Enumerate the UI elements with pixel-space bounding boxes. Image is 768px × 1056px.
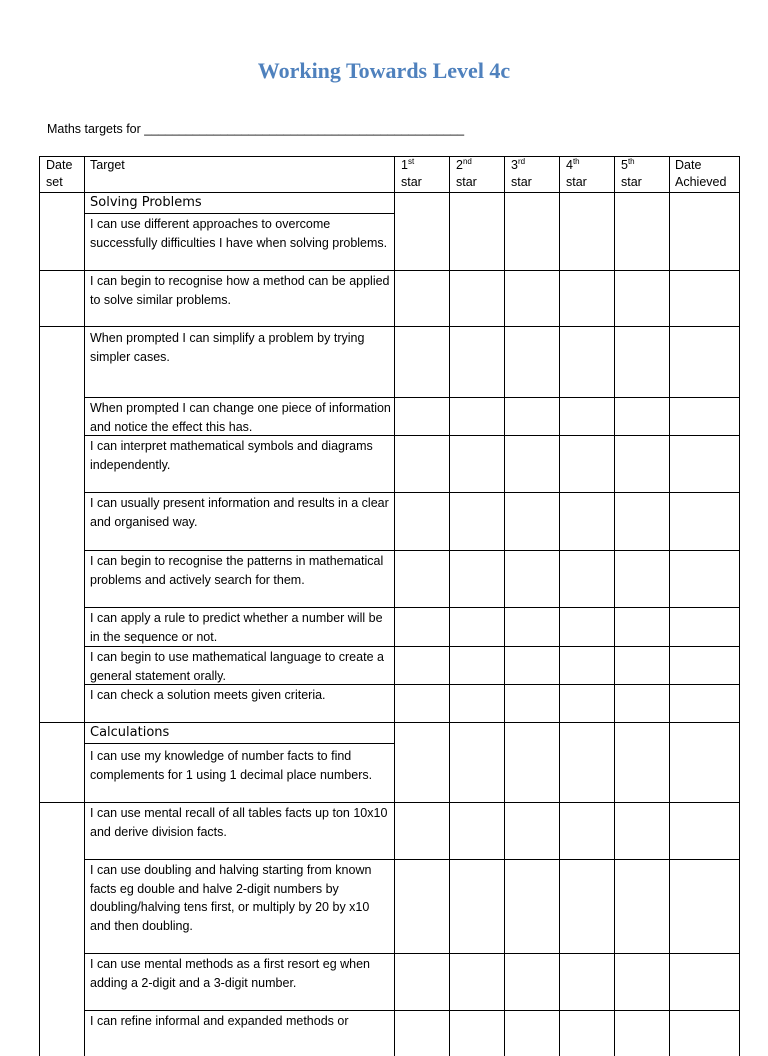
- row-divider: [39, 722, 740, 723]
- row-divider: [84, 492, 740, 493]
- column-divider: [504, 156, 505, 1056]
- target-text: I can use mental methods as a first resort eg when adding a 2-digit and a 3-digit number.: [90, 957, 370, 990]
- table-border-top: [39, 156, 740, 157]
- header-star-4: 4th star: [566, 156, 587, 189]
- header-date-achieved: Date Achieved: [675, 158, 727, 189]
- target-text: I can use mental recall of all tables facts up ton 10x10 and derive division facts.: [90, 806, 388, 839]
- row-divider: [84, 953, 740, 954]
- header-star-1: 1st star: [401, 156, 422, 189]
- targets-table: [39, 156, 768, 1056]
- target-text: I can usually present information and results in a clear and organised way.: [90, 496, 389, 529]
- row-divider: [84, 435, 740, 436]
- row-divider: [39, 192, 740, 193]
- header-star-2: 2nd star: [456, 156, 477, 189]
- target-text: I can interpret mathematical symbols and diagrams independently.: [90, 439, 373, 472]
- column-divider: [84, 156, 85, 1056]
- row-divider: [84, 550, 740, 551]
- row-divider: [84, 213, 395, 214]
- table-border-left: [39, 156, 40, 1056]
- target-text: When prompted I can simplify a problem by trying simpler cases.: [90, 331, 365, 364]
- row-divider: [84, 646, 740, 647]
- target-text: I can use different approaches to overcome successfully difficulties I have when solving problems.: [90, 217, 388, 250]
- target-text: When prompted I can change one piece of information and notice the effect this has.: [90, 401, 391, 434]
- column-divider: [394, 156, 395, 1056]
- header-target: Target: [90, 158, 125, 172]
- target-text: I can begin to recognise how a method can be applied to solve similar problems.: [90, 274, 390, 307]
- table-border-right: [739, 156, 740, 1056]
- header-date-set: Date set: [46, 158, 73, 189]
- row-divider: [39, 802, 740, 803]
- target-text: I can check a solution meets given criteria.: [90, 688, 326, 702]
- row-divider: [84, 607, 740, 608]
- row-divider: [84, 1010, 740, 1011]
- column-divider: [559, 156, 560, 1056]
- page-title: Working Towards Level 4c: [257, 58, 511, 83]
- section-heading-calculations: Calculations: [90, 725, 170, 740]
- row-divider: [84, 743, 395, 744]
- header-star-3: 3rd star: [511, 156, 532, 189]
- target-text: I can begin to recognise the patterns in mathematical problems and actively search for them.: [90, 554, 384, 587]
- maths-targets-for-label: Maths targets for ______________________________________________: [47, 122, 465, 136]
- row-divider: [84, 397, 740, 398]
- header-star-5: 5th star: [621, 156, 642, 189]
- row-divider: [84, 684, 740, 685]
- row-divider: [39, 326, 740, 327]
- target-text: I can begin to use mathematical language to create a general statement orally.: [90, 650, 384, 683]
- row-divider: [39, 270, 740, 271]
- section-heading-solving-problems: Solving Problems: [90, 195, 202, 210]
- target-text: I can apply a rule to predict whether a number will be in the sequence or not.: [90, 611, 383, 644]
- target-text: I can use my knowledge of number facts to find complements for 1 using 1 decimal place numbers.: [90, 749, 373, 782]
- column-divider: [449, 156, 450, 1056]
- target-text: I can refine informal and expanded methods or: [90, 1014, 349, 1028]
- row-divider: [84, 859, 740, 860]
- target-text: I can use doubling and halving starting from known facts eg double and halve 2-digit numbers by doubling/halving tens first, or multiply by 20 by x10 and then doubling.: [90, 863, 372, 933]
- column-divider: [614, 156, 615, 1056]
- column-divider: [669, 156, 670, 1056]
